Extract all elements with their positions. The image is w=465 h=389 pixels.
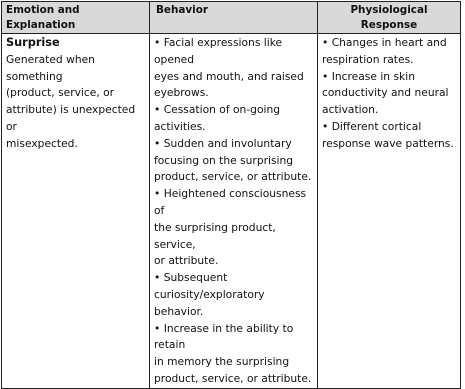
header-physiological-response: Physiological Response (318, 2, 461, 34)
behavior-line: • Subsequent (154, 271, 228, 285)
behavior-line: focusing on the surprising (154, 153, 294, 167)
behavior-line: product, service, or attribute. (154, 371, 312, 385)
behavior-line: • Facial expressions like opened (154, 36, 283, 66)
behavior-line: • Increase in the ability to retain (154, 321, 294, 352)
behavior-line: • Heightened consciousness of (154, 187, 307, 217)
emotion-name: Surprise (6, 36, 60, 49)
explanation-line: Generated when something (6, 52, 95, 83)
behavior-item (154, 35, 313, 102)
behavior-line: product, service, or attribute. (154, 170, 312, 184)
behavior-item (154, 321, 313, 388)
emotion-explanation-cell (2, 34, 150, 389)
behavior-line: in memory the surprising (154, 355, 290, 369)
explanation-line: misexpected. (6, 136, 78, 150)
physiological-item (322, 119, 456, 153)
behavior-line: eyes and mouth, and raised (154, 69, 304, 83)
header-behavior: Behavior (150, 2, 318, 34)
behavior-line: curiosity/exploratory behavior. (154, 287, 265, 318)
physiological-response-cell (318, 34, 461, 389)
behavior-line: • Cessation of on-going (154, 103, 281, 117)
behavior-item (154, 270, 313, 320)
emotion-behavior-table (1, 1, 461, 389)
header-row (2, 2, 461, 34)
physiological-line: response wave patterns. (322, 136, 454, 150)
behavior-item (154, 102, 313, 136)
physiological-line: activation. (322, 103, 379, 117)
physiological-item (322, 35, 456, 69)
header-emotion-explanation: Emotion and Explanation (2, 2, 150, 34)
behavior-item (154, 186, 313, 270)
explanation-line: (product, service, or (6, 86, 115, 100)
behavior-item (154, 136, 313, 186)
physiological-line: • Different cortical (322, 119, 422, 133)
behavior-cell (150, 34, 318, 389)
physiological-line: • Changes in heart and (322, 36, 447, 49)
behavior-line: or attribute. (154, 254, 219, 268)
physiological-line: respiration rates. (322, 52, 414, 66)
table-row (2, 34, 461, 389)
behavior-line: the surprising product, service, (154, 220, 276, 251)
physiological-line: • Increase in skin (322, 69, 415, 83)
behavior-line: • Sudden and involuntary (154, 136, 292, 150)
explanation-line: attribute) is unexpected or (6, 103, 136, 133)
behavior-line: activities. (154, 119, 206, 133)
behavior-line: eyebrows. (154, 86, 209, 100)
physiological-line: conductivity and neural (322, 86, 449, 100)
physiological-item (322, 69, 456, 119)
